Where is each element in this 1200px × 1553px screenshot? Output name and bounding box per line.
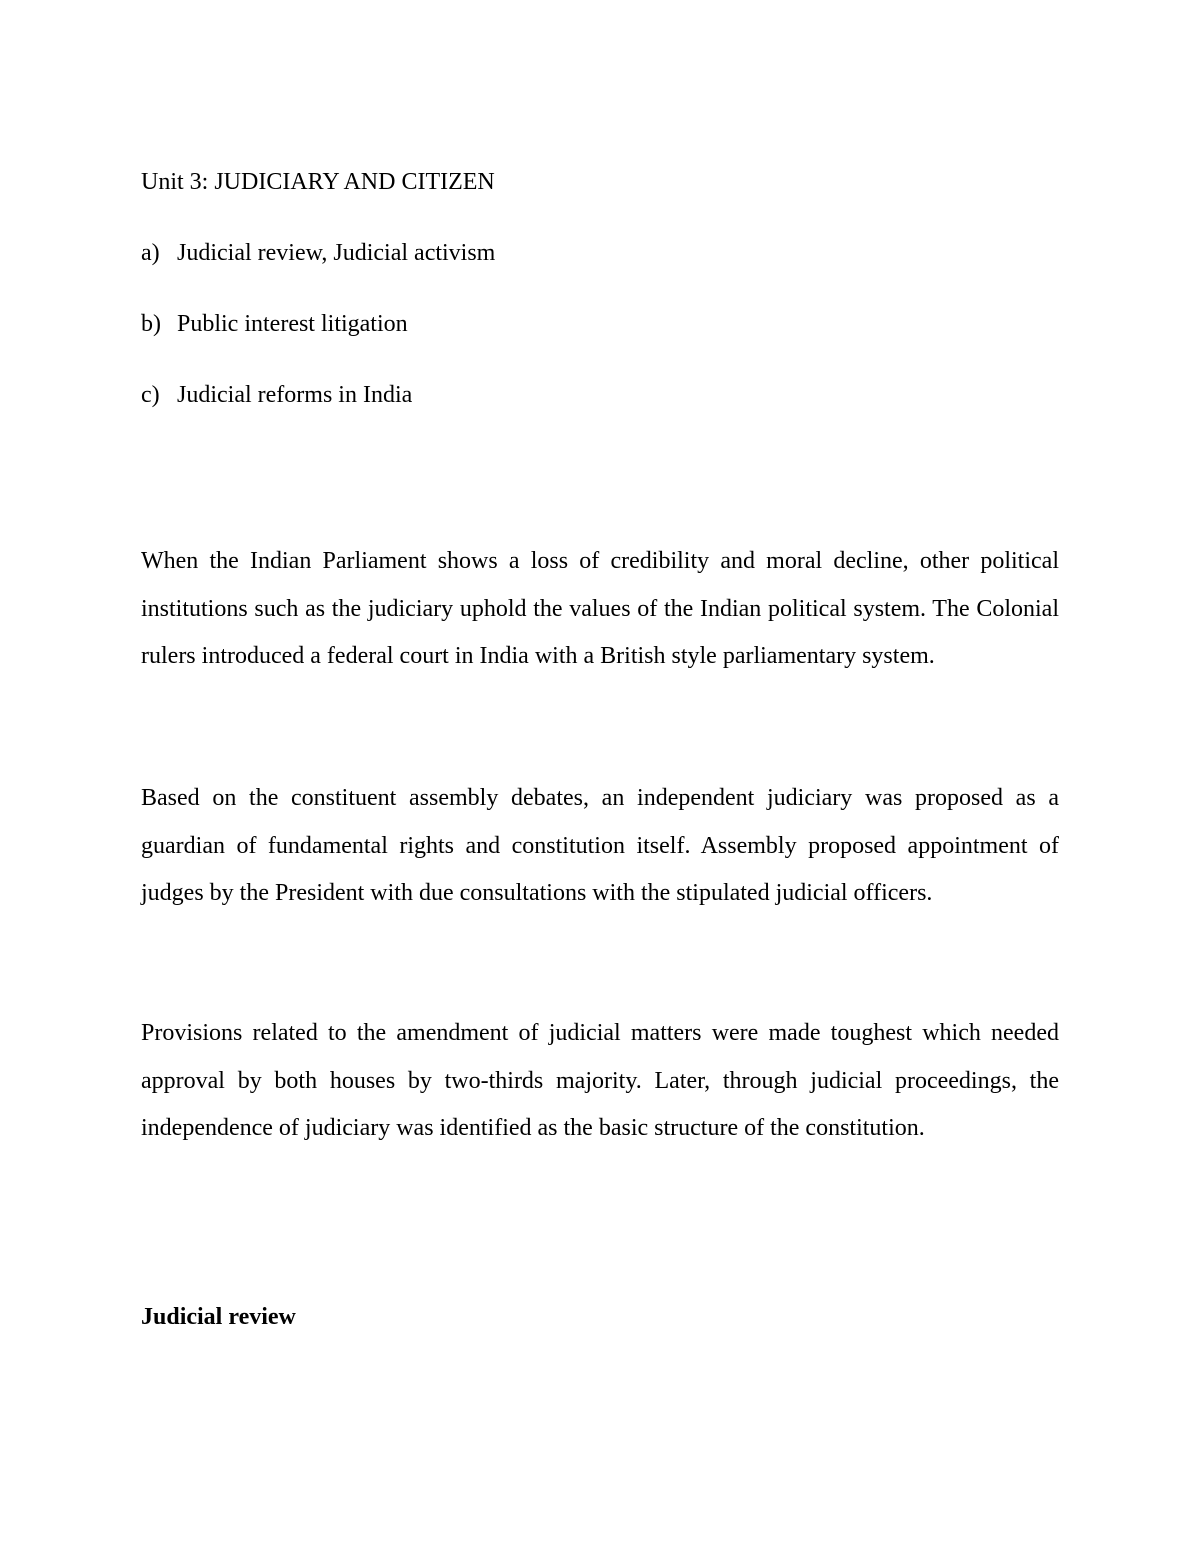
section-heading-judicial-review: Judicial review	[141, 1304, 296, 1330]
toc-marker: b)	[141, 311, 161, 337]
unit-title: Unit 3: JUDICIARY AND CITIZEN	[141, 169, 495, 195]
toc-text: Judicial reforms in India	[177, 382, 413, 408]
toc-marker: c)	[141, 382, 160, 408]
toc-item-public-interest-litigation	[141, 309, 408, 339]
paragraph-parliament-credibility: When the Indian Parliament shows a loss of credibility and moral decline, other political institutions such as the judiciary uphold the values of the Indian political system. The Colonial rulers introduced a federal court in India with a British style parliamentary system.	[141, 548, 1059, 669]
toc-item-judicial-reforms	[141, 380, 412, 410]
paragraph-constituent-assembly: Based on the constituent assembly debates, an independent judiciary was proposed as a guardian of fundamental rights and constitution itself. Assembly proposed appointment of judges by the President with due consultations with the stipulated judicial officers.	[141, 785, 1059, 906]
toc-marker: a)	[141, 240, 160, 266]
paragraph-amendment-provisions: Provisions related to the amendment of judicial matters were made toughest which needed approval by both houses by two-thirds majority. Later, through judicial proceedings, the independence of judiciary was identified as the basic structure of the constitution.	[141, 1020, 1059, 1141]
toc-text: Public interest litigation	[177, 311, 408, 337]
toc-item-judicial-review	[141, 238, 495, 268]
toc-text: Judicial review, Judicial activism	[177, 240, 496, 266]
